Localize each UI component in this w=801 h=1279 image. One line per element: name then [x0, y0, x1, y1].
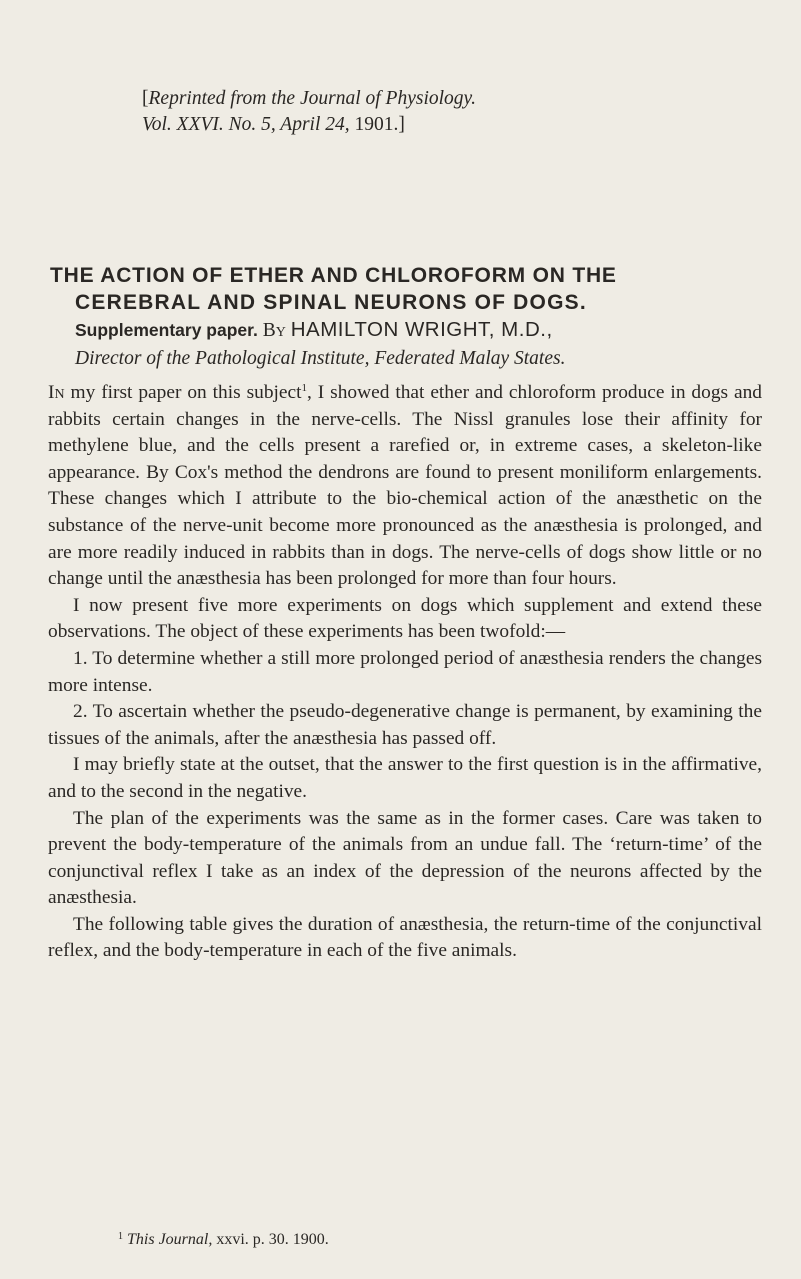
reprint-year: 1901.]	[354, 114, 405, 135]
paragraph-5: I may briefly state at the outset, that the answer to the first question is in the affirmative, and to the second in the negative.	[48, 754, 762, 802]
byline	[50, 316, 762, 345]
paragraph-1-part-a: my first paper on this subject	[70, 382, 302, 403]
paragraph-4: 2. To ascertain whether the pseudo-degenerative change is permanent, by examining the tissues of the animals, after the anæsthesia has passed off.	[48, 701, 762, 749]
title-block	[50, 262, 762, 373]
paragraph-1	[48, 380, 762, 593]
footnote-ref: 1	[301, 382, 308, 394]
footnote-marker: 1	[118, 1231, 123, 1242]
by-label: By	[262, 320, 286, 341]
paragraph-3: 1. To determine whether a still more prolonged period of anæsthesia renders the changes more intense.	[48, 647, 762, 696]
affiliation: Director of the Pathological Institute, Federated Malay States.	[75, 348, 566, 369]
reprint-line-2	[142, 112, 762, 138]
author-name: HAMILTON WRIGHT, M.D.,	[290, 318, 553, 341]
footnote-journal: This Journal,	[127, 1231, 213, 1248]
reprint-bracket: [	[142, 88, 149, 109]
paragraph-7: The following table gives the duration of anæsthesia, the return-time of the conjunctival reflex, and the body-temperature in each of the five animals.	[48, 913, 762, 962]
title-line-2: CEREBRAL AND SPINAL NEURONS OF DOGS.	[75, 291, 587, 314]
body-text	[48, 380, 762, 965]
paragraph-1-opening: In	[48, 382, 65, 403]
title-line-1: THE ACTION OF ETHER AND CHLOROFORM ON THE	[50, 264, 617, 287]
footnote-ref-text: xxvi. p. 30. 1900.	[216, 1231, 329, 1248]
paragraph-1-part-b: , I showed that ether and chloroform produce in dogs and rabbits certain changes in the nerve-cells. The Nissl granules lose their affinity for methylene blue, and the cells present a rarefied or, in extreme cases, a skeleton-like appearance. By Cox's method the dendrons are found to present moniliform enlargements. These changes which I attribute to the bio-chemical action of the anæsthetic on the substance of the nerve-unit become more pronounced as the anæsthesia is prolonged, and are more readily induced in rabbits than in dogs. The nerve-cells of dogs show little or no change until the anæsthesia has been prolonged for more than four hours.	[48, 382, 762, 590]
supplementary-label: Supplementary paper.	[75, 320, 258, 340]
paragraph-6: The plan of the experiments was the same as in the former cases. Care was taken to prevent the body-temperature of the animals from an undue fall. The ‘return-time’ of the conjunctival reflex I take as an index of the depression of the neurons affected by the anæsthesia.	[48, 807, 762, 909]
footnote	[118, 1227, 718, 1250]
reprint-line-1	[142, 86, 762, 112]
reprint-notice	[142, 86, 762, 138]
reprint-source: Reprinted from the Journal of Physiology.	[148, 88, 476, 109]
reprint-volume: Vol. XXVI. No. 5, April 24,	[142, 114, 350, 135]
paragraph-2: I now present five more experiments on dogs which supplement and extend these observations. The object of these experiments has been twofold:—	[48, 594, 762, 643]
